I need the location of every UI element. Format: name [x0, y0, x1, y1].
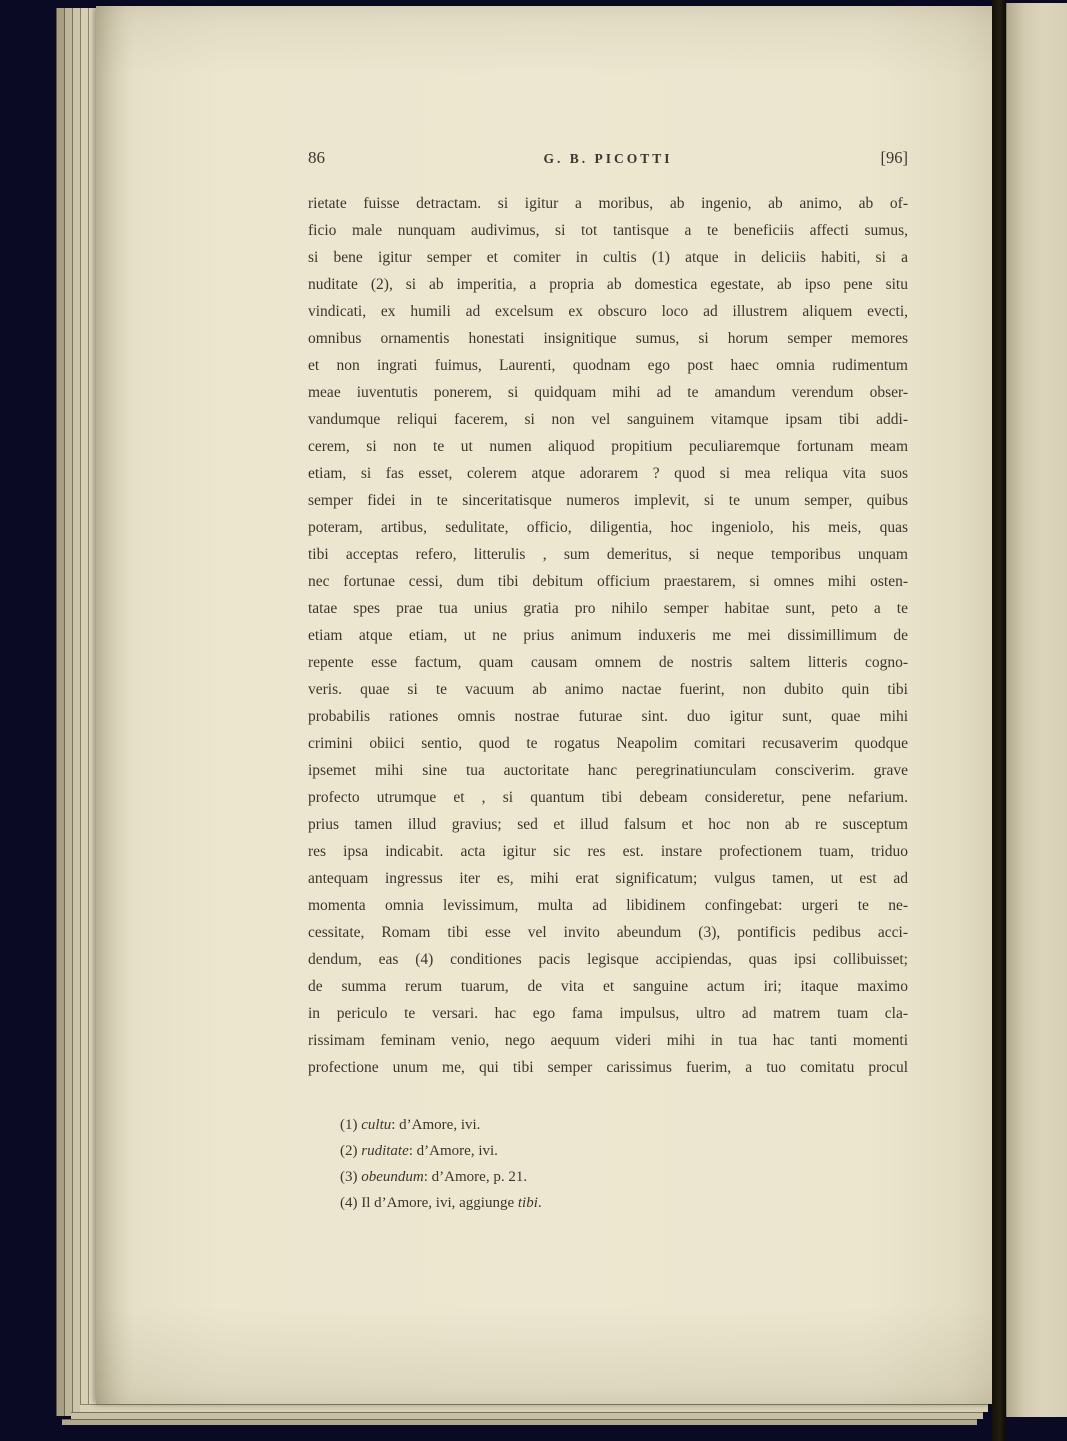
body-text — [308, 190, 908, 1081]
text-line: rissimam feminam venio, nego aequum videri mihi in tua hac tanti momenti — [308, 1032, 908, 1049]
text-line: repente esse factum, quam causam omnem de nostris saltem litteris cogno- — [308, 654, 908, 671]
adjacent-page-edge — [1006, 3, 1067, 1417]
footnote: (1) cultu: d’Amore, ivi. — [340, 1117, 481, 1133]
running-header: G. B. PICOTTI — [543, 151, 673, 166]
text-line: omnibus ornamentis honestati insignitique sumus, si horum semper memores — [308, 330, 908, 347]
text-line: ipsemet mihi sine tua auctoritate hanc peregrinatiunculam consciverim. grave — [308, 762, 908, 779]
page-number: 86 — [308, 148, 325, 167]
text-line: de summa rerum tuarum, de vita et sanguine actum iri; itaque maximo — [308, 978, 908, 995]
page-edge-strip — [56, 8, 64, 1416]
page-edge-strip — [80, 8, 88, 1416]
text-line: momenta omnia levissimum, multa ad libidinem confingebat: urgeri te ne- — [308, 897, 908, 914]
text-line: profecto utrumque et , si quantum tibi debeam consideretur, pene nefarium. — [308, 789, 908, 806]
text-line: nuditate (2), si ab imperitia, a propria ab domestica egestate, ab ipso pene situ — [308, 276, 908, 293]
footnote: (3) obeundum: d’Amore, p. 21. — [340, 1169, 528, 1185]
text-line: poteram, artibus, sedulitate, officio, diligentia, hoc ingeniolo, his meis, quas — [308, 519, 908, 536]
page-edge-strip — [88, 8, 96, 1416]
page-gutter-shadow — [992, 0, 1006, 1441]
text-line: veris. quae si te vacuum ab animo nactae fuerint, non dubito quin tibi — [308, 681, 908, 698]
text-line: vandumque reliqui facerem, si non vel sanguinem vitamque ipsam tibi addi- — [308, 411, 908, 428]
text-line: antequam ingressus iter es, mihi erat significatum; vulgus tamen, ut est ad — [308, 870, 908, 887]
text-line: vindicati, ex humili ad excelsum ex obscuro loco ad illustrem aliquem evecti, — [308, 303, 908, 320]
text-line: et non ingrati fuimus, Laurenti, quodnam ego post haec omnia rudimentum — [308, 357, 908, 374]
text-line: tatae spes prae tua unius gratia pro nihilo semper habitae sunt, peto a te — [308, 600, 908, 617]
text-line: etiam atque etiam, ut ne prius animum induxeris me mei dissimillimum de — [308, 627, 908, 644]
text-line: meae iuventutis ponerem, si quidquam mihi ad te amandum verendum obser- — [308, 384, 908, 401]
text-line: rietate fuisse detractam. si igitur a moribus, ab ingenio, ab animo, ab of- — [308, 195, 908, 212]
text-line: etiam, si fas esset, colerem atque adorarem ? quod si mea reliqua vita suos — [308, 465, 908, 482]
text-line: nec fortunae cessi, dum tibi debitum officium praestarem, si omnes mihi osten- — [308, 573, 908, 590]
footnotes — [340, 1112, 900, 1216]
text-line: crimini obiici sentio, quod te rogatus Neapolim comitari recusaverim quodque — [308, 735, 908, 752]
text-line: res ipsa indicabit. acta igitur sic res est. instare profectionem tuam, triduo — [308, 843, 908, 860]
text-line: semper fidei in te sinceritatisque numeros implevit, si te unum semper, quibus — [308, 492, 908, 509]
text-line: dendum, eas (4) conditiones pacis legisque accipiendas, quas ipsi collibuisset; — [308, 951, 908, 968]
text-line: cessitate, Romam tibi esse vel invito abeundum (3), pontificis pedibus acci- — [308, 924, 908, 941]
page-edge-strip — [72, 8, 80, 1416]
page-edge-strip — [64, 8, 72, 1416]
text-line: profectione unum me, qui tibi semper carissimus fuerim, a tuo comitatu procul — [308, 1059, 908, 1076]
document-page — [96, 6, 992, 1404]
text-line: in periculo te versari. hac ego fama impulsus, ultro ad matrem tuam cla- — [308, 1005, 908, 1022]
text-line: prius tamen illud gravius; sed et illud falsum et hoc non ab re susceptum — [308, 816, 908, 833]
issue-number: [96] — [880, 148, 908, 167]
text-line: probabilis rationes omnis nostrae futurae sint. duo igitur sunt, quae mihi — [308, 708, 908, 725]
text-line: ficio male nunquam audivimus, si tot tantisque a te beneficiis affecti sumus, — [308, 222, 908, 239]
text-line: cerem, si non te ut numen aliquod propitium peculiaremque fortunam meam — [308, 438, 908, 455]
footnote: (2) ruditate: d’Amore, ivi. — [340, 1143, 498, 1159]
page-header — [308, 148, 908, 168]
text-line: si bene igitur semper et comiter in cultis (1) atque in deliciis habiti, si a — [308, 249, 908, 266]
page-edge-strip-bottom — [62, 1419, 977, 1425]
page-edge-strip-bottom — [71, 1412, 983, 1419]
page-edge-strip-bottom — [80, 1404, 988, 1412]
footnote: (4) Il d’Amore, ivi, aggiunge tibi. — [340, 1195, 542, 1211]
text-line: tibi acceptas refero, litterulis , sum demeritus, si neque temporibus unquam — [308, 546, 908, 563]
